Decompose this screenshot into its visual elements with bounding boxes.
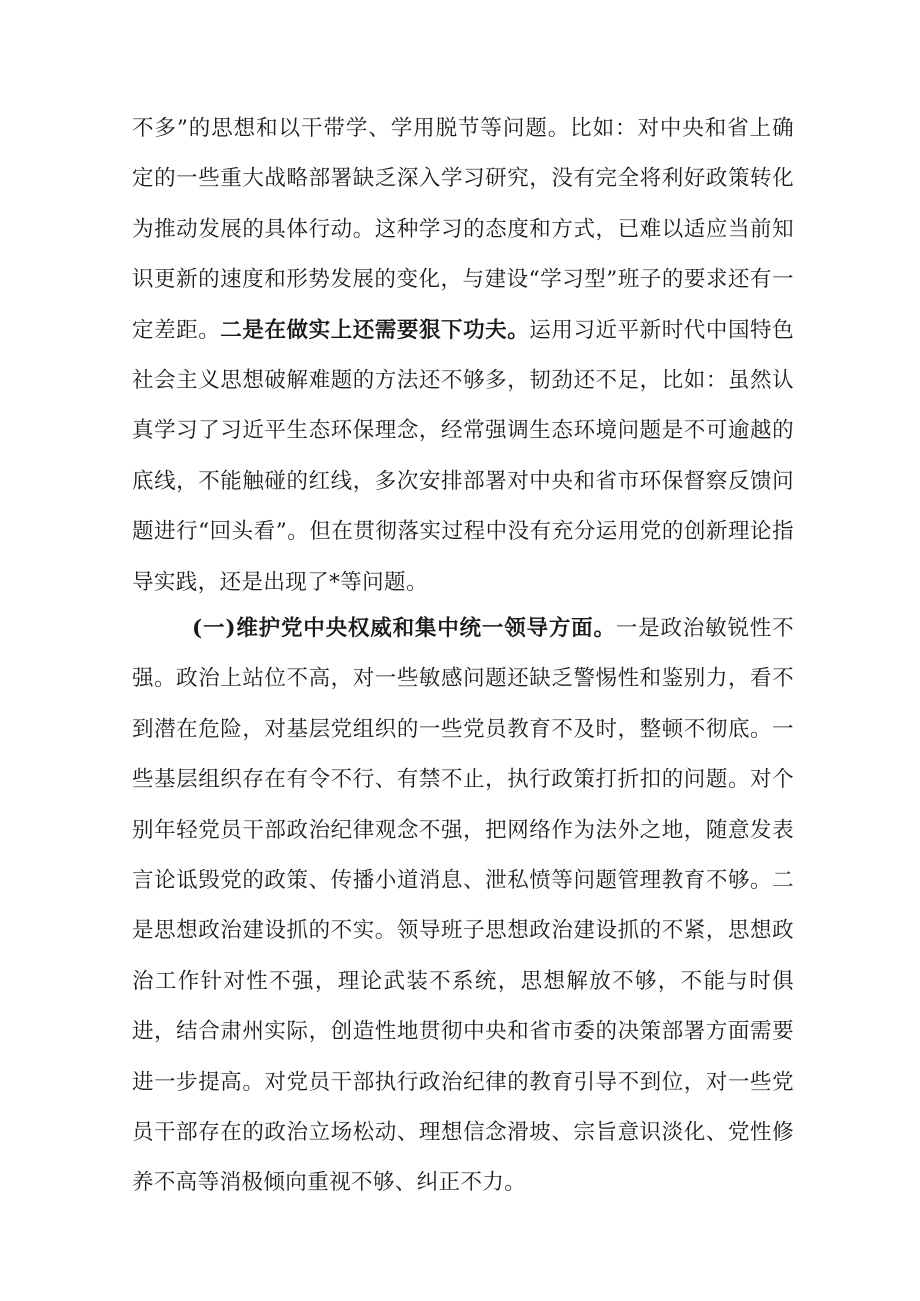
section-heading: (一)维护党中央权威和集中统一领导方面。 bbox=[192, 616, 616, 641]
section-paragraph bbox=[132, 604, 794, 1209]
paragraph-text: 运用习近平新时代中国特色社会主义思想破解难题的方法还不够多，韧劲还不足，比如：虽然认真学习了习近平生态环保理念，经常强调生态环境问题是不可逾越的底线，不能触碰的红线，多次安排部署对中央和省市环保督察反馈问题进行“回头看”。但在贯彻落实过程中没有充分运用党的创新理论指导实践，还是出现了*等问题。 bbox=[132, 317, 794, 595]
body-paragraph bbox=[132, 104, 794, 608]
paragraph-text: 不多”的思想和以干带学、学用脱节等问题。比如：对中央和省上确定的一些重大战略部署缺乏深入学习研究，没有完全将利好政策转化为推动发展的具体行动。这种学习的态度和方式，已难以适应当前知识更新的速度和形势发展的变化，与建设“学习型”班子的要求还有一定差距。 bbox=[132, 116, 794, 343]
paragraph-text: 一是政治敏锐性不强。政治上站位不高，对一些敏感问题还缺乏警惕性和鉴别力，看不到潜在危险，对基层党组织的一些党员教育不及时，整顿不彻底。一些基层组织存在有令不行、有禁不止，执行政策打折扣的问题。对个别年轻党员干部政治纪律观念不强，把网络作为法外之地，随意发表言论诋毁党的政策、传播小道消息、泄私愤等问题管理教育不够。二是思想政治建设抓的不实。领导班子思想政治建设抓的不紧，思想政治工作针对性不强，理论武装不系统，思想解放不够，不能与时俱进，结合肃州实际，创造性地贯彻中央和省市委的决策部署方面需要进一步提高。对党员干部执行政治纪律的教育引导不到位，对一些党员干部存在的政治立场松动、理想信念滑坡、宗旨意识淡化、党性修养不高等消极倾向重视不够、纠正不力。 bbox=[132, 616, 794, 1196]
bold-heading-text: 二是在做实上还需要狠下功夫。 bbox=[220, 317, 530, 343]
